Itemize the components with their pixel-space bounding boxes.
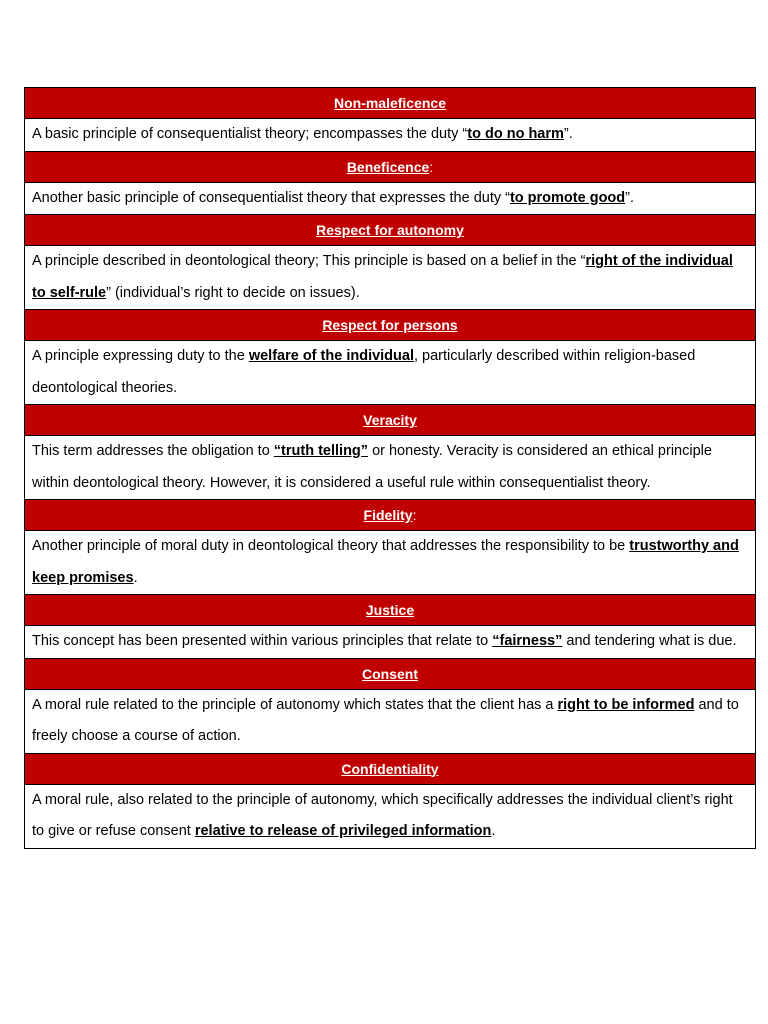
- key-phrase: welfare of the individual: [248, 348, 414, 364]
- principles-table: [24, 87, 756, 849]
- principle-description: [25, 531, 755, 595]
- description-text: A moral rule, also related to the principle of autonomy, which specifically addresses the individual client’s right to give or refuse consent: [32, 791, 733, 839]
- principle-description: [25, 626, 755, 659]
- description-text: .: [133, 569, 138, 586]
- description-text: A basic principle of consequentialist theory; encompasses the duty “: [32, 126, 468, 142]
- principle-title: Justice: [365, 602, 415, 618]
- principle-title-suffix: :: [429, 158, 434, 175]
- description-text: ” (individual’s right to decide on issues).: [106, 284, 360, 301]
- description-text: ”.: [563, 126, 573, 142]
- principle-header: [25, 310, 755, 341]
- description-text: or honesty. Veracity is considered an ethical principle within deontological theory. However, it is considered a useful rule within consequentialist theory.: [32, 443, 712, 491]
- principle-description: [25, 690, 755, 754]
- key-phrase: “truth telling”: [273, 443, 369, 459]
- key-phrase: right of the individual to self-rule: [32, 253, 733, 301]
- key-phrase: to promote good: [509, 189, 626, 206]
- principle-header: [25, 595, 755, 626]
- principle-title-suffix: :: [412, 507, 417, 523]
- description-text: A principle expressing duty to the: [32, 348, 249, 364]
- principle-title: Veracity: [363, 412, 417, 428]
- key-phrase: to do no harm: [467, 126, 564, 142]
- principle-header: [25, 215, 755, 246]
- key-phrase: trustworthy and keep promises: [32, 538, 739, 586]
- description-text: and tendering what is due.: [562, 633, 737, 649]
- principle-description: [25, 183, 755, 216]
- description-text: Another basic principle of consequentialist theory that expresses the duty “: [32, 189, 510, 206]
- description-text: Another principle of moral duty in deontological theory that addresses the responsibility to be: [32, 538, 630, 554]
- principle-description: [25, 119, 755, 152]
- description-text: and to freely choose a course of action.: [32, 696, 739, 744]
- principle-header: [25, 500, 755, 531]
- principle-title: Fidelity: [363, 507, 413, 523]
- principle-title: Respect for autonomy: [316, 222, 464, 238]
- principle-title: Beneficence: [346, 158, 430, 175]
- key-phrase: relative to release of privileged information: [194, 823, 492, 839]
- principle-header: [25, 88, 755, 119]
- principle-header: [25, 405, 755, 436]
- principle-title: Respect for persons: [322, 317, 458, 333]
- principle-header: [25, 754, 755, 785]
- principle-description: [25, 436, 755, 500]
- principle-description: [25, 246, 755, 310]
- description-text: This concept has been presented within various principles that relate to: [32, 633, 493, 649]
- description-text: , particularly described within religion-based deontological theories.: [32, 348, 696, 396]
- principle-header: [25, 659, 755, 690]
- principle-title: Consent: [362, 665, 418, 682]
- principle-description: [25, 785, 755, 848]
- description-text: This term addresses the obligation to: [32, 443, 274, 459]
- principle-header: [25, 152, 755, 183]
- principle-description: [25, 341, 755, 405]
- principle-title: Confidentiality: [341, 760, 439, 777]
- key-phrase: right to be informed: [557, 696, 695, 713]
- key-phrase: “fairness”: [492, 633, 563, 649]
- description-text: ”.: [625, 189, 634, 206]
- principle-title: Non-maleficence: [333, 95, 447, 111]
- description-text: A principle described in deontological theory; This principle is based on a belief in the “: [32, 253, 586, 269]
- description-text: A moral rule related to the principle of autonomy which states that the client has a: [32, 696, 558, 713]
- description-text: .: [491, 823, 496, 839]
